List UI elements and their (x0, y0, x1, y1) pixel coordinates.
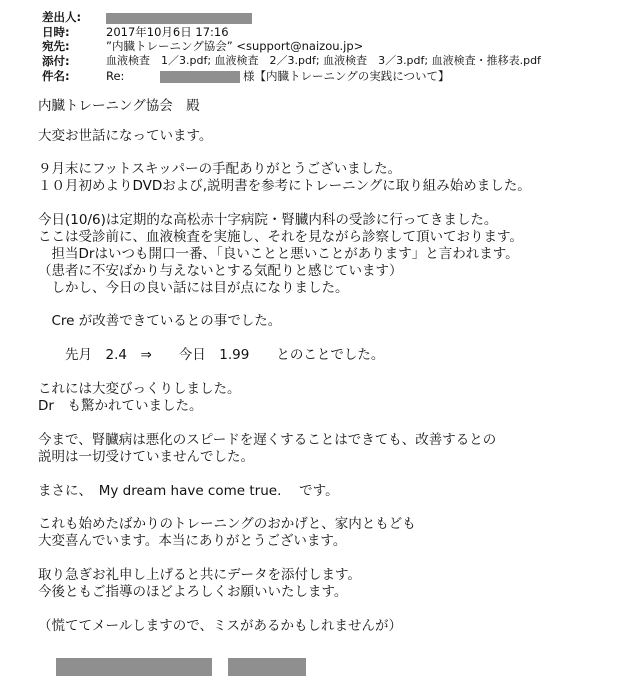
salutation: 内臓トレーニング協会 殿 (38, 98, 200, 114)
date-value: 2017年10月6日 17:16 (106, 25, 229, 39)
redacted-signature-2 (228, 658, 306, 676)
to-value: ”内臓トレーニング協会” <support@naizou.jp> (106, 39, 364, 53)
body-line: 説明は一切受けていませんでした。 (38, 449, 254, 465)
body-line: ９月末にフットスキッパーの手配ありがとうございました。 (38, 161, 402, 177)
to-label: 宛先: (42, 39, 70, 53)
body-line: （慌ててメールしますので、ミスがあるかもしれませんが） (38, 618, 402, 634)
from-label: 差出人: (42, 10, 82, 24)
body-line: 取り急ぎお礼申し上げると共にデータを添付します。 (38, 567, 361, 583)
body-line: 今まで、腎臓病は悪化のスピードを遅くすることはできても、改善するとの (38, 432, 497, 448)
body-line: これには大変びっくりしました。 (38, 381, 241, 397)
body-line: 先月 2.4 ⇒ 今日 1.99 とのことでした。 (38, 347, 385, 363)
attachments-value: 血液検査 1／3.pdf; 血液検査 2／3.pdf; 血液検査 3／3.pdf; 血液検査・推移表.pdf (106, 54, 541, 67)
redacted-sender (106, 13, 252, 24)
body-line: 大変お世話になっています。 (38, 128, 213, 144)
date-label: 日時: (42, 25, 70, 39)
redacted-name (160, 71, 240, 83)
body-line: まさに、 My dream have come true. です。 (38, 483, 339, 499)
body-line: 今日(10/6)は定期的な高松赤十字病院・腎臓内科の受診に行ってきました。 (38, 212, 498, 228)
body-line: Cre が改善できているとの事でした。 (38, 313, 282, 329)
body-line: 大変喜んでいます。本当にありがとうございます。 (38, 533, 347, 549)
body-line: 今後ともご指導のほどよろしくお願いいたします。 (38, 584, 348, 600)
body-line: Dr も驚かれていました。 (38, 398, 203, 414)
body-line: （患者に不安ばかり与えないとする気配りと感じています） (38, 263, 403, 279)
body-line: これも始めたばかりのトレーニングのおかげと、家内ともども (38, 516, 416, 532)
redacted-signature (56, 658, 212, 676)
body-line: ここは受診前に、血液検査を実施し、それを見ながら診察して頂いております。 (38, 229, 523, 245)
subject-label: 件名: (42, 69, 70, 83)
subject-suffix: 様【内臓トレーニングの実践について】 (243, 69, 450, 83)
subject-prefix: Re: (106, 69, 125, 83)
body-line: 担当Drはいつも開口一番、「良いことと悪いことがあります」と言われます。 (38, 246, 519, 262)
body-line: １０月初めよりDVDおよび,説明書を参考にトレーニングに取り組み始めました。 (38, 178, 531, 194)
body-line: しかし、今日の良い話には目が点になりました。 (38, 280, 349, 296)
attachments-label: 添付: (42, 54, 70, 68)
